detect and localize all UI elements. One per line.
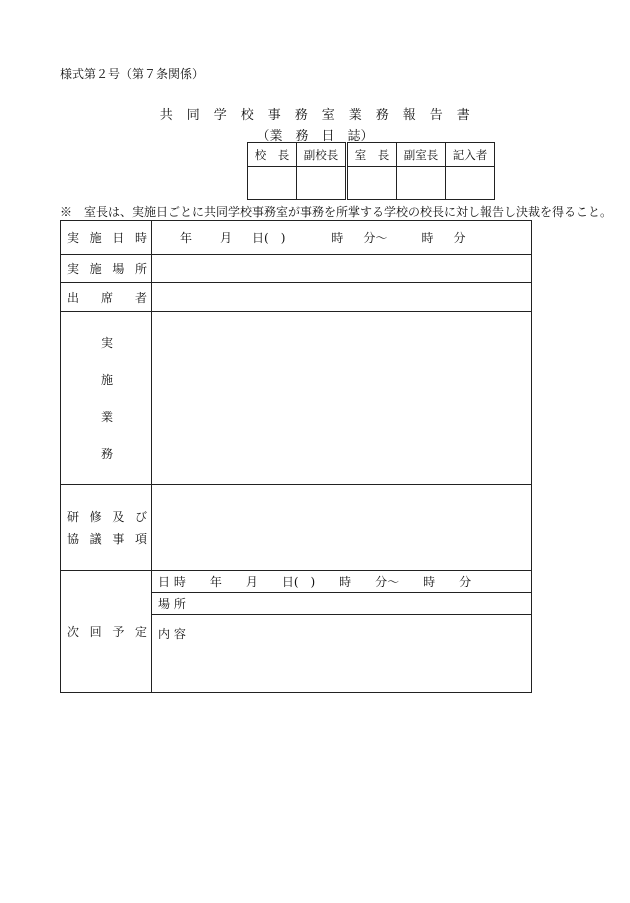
work-label-char: 施 bbox=[100, 373, 113, 387]
next-schedule-table bbox=[152, 571, 531, 692]
training-label-line2 bbox=[67, 528, 147, 550]
next-content-field[interactable]: 内 容 bbox=[158, 627, 186, 641]
next-schedule-label-char: 次 bbox=[67, 625, 80, 639]
work-label-char: 業 bbox=[100, 410, 113, 424]
approval-stamp-deputy-chief[interactable] bbox=[397, 167, 446, 200]
place-row bbox=[61, 255, 532, 283]
training-label-line1-char: 研 bbox=[67, 509, 80, 524]
form-number: 様式第２号（第７条関係） bbox=[60, 67, 205, 81]
training-label-line1 bbox=[67, 506, 147, 528]
approval-header-deputy-chief: 副室長 bbox=[397, 143, 446, 167]
approval-stamp-table bbox=[247, 142, 495, 200]
datetime-hour-start: 時 bbox=[331, 231, 344, 245]
next-schedule-label-char: 回 bbox=[89, 625, 102, 639]
approval-stamp-vice-principal[interactable] bbox=[297, 167, 347, 200]
attendees-label-char: 出 bbox=[67, 290, 80, 305]
training-row bbox=[61, 485, 532, 571]
approval-stamp-principal[interactable] bbox=[248, 167, 297, 200]
datetime-label-char: 施 bbox=[89, 231, 102, 245]
datetime-row bbox=[61, 221, 532, 255]
attendees-row bbox=[61, 283, 532, 312]
approval-header-vice-principal: 副校長 bbox=[297, 143, 347, 167]
training-label-line2-char: 協 bbox=[67, 531, 80, 546]
attendees-field[interactable] bbox=[152, 283, 532, 312]
document-subtitle: （業 務 日 誌） bbox=[256, 129, 374, 144]
training-label-line1-char: び bbox=[134, 509, 147, 524]
next-place-field[interactable]: 場 所 bbox=[152, 593, 531, 615]
place-label-text bbox=[67, 260, 147, 277]
datetime-minute-start: 分〜 bbox=[363, 231, 388, 245]
approval-stamp-recorder[interactable] bbox=[446, 167, 495, 200]
work-field[interactable] bbox=[152, 312, 532, 485]
report-table bbox=[60, 220, 532, 693]
datetime-label bbox=[61, 221, 152, 255]
approval-header-recorder: 記入者 bbox=[446, 143, 495, 167]
place-label-char: 施 bbox=[89, 262, 102, 276]
attendees-label-char: 者 bbox=[134, 290, 147, 305]
next-schedule-label-char: 定 bbox=[134, 625, 147, 639]
datetime-label-char: 時 bbox=[134, 231, 147, 245]
approval-stamp-office-chief[interactable] bbox=[347, 167, 397, 200]
instruction-note: ※ 室長は、実施日ごとに共同学校事務室が事務を所掌する学校の校長に対し報告し決裁を得ること。 bbox=[60, 205, 613, 219]
place-label-char: 場 bbox=[112, 262, 125, 276]
training-label-line1-char: 修 bbox=[89, 509, 102, 524]
work-label-char: 実 bbox=[100, 336, 113, 350]
training-field[interactable] bbox=[152, 485, 532, 571]
next-datetime-field[interactable]: 日 時 年 月 日( ) 時 分〜 時 分 bbox=[152, 571, 531, 593]
datetime-label-char: 日 bbox=[112, 231, 125, 245]
datetime-day: 日( ) bbox=[252, 231, 286, 245]
work-row bbox=[61, 312, 532, 485]
attendees-label bbox=[61, 283, 152, 312]
work-label-text bbox=[67, 334, 147, 462]
training-label-line2-char: 項 bbox=[134, 531, 147, 546]
attendees-label-text bbox=[67, 289, 147, 306]
datetime-label-char: 実 bbox=[67, 231, 80, 245]
next-schedule-row bbox=[61, 571, 532, 693]
next-schedule-label-char: 予 bbox=[112, 625, 125, 639]
datetime-field[interactable] bbox=[152, 221, 532, 255]
training-label bbox=[61, 485, 152, 571]
training-label-line2-char: 事 bbox=[112, 531, 125, 546]
datetime-label-text bbox=[67, 229, 147, 246]
next-schedule-label bbox=[61, 571, 152, 693]
training-label-line2-char: 議 bbox=[89, 531, 102, 546]
datetime-year: 年 bbox=[180, 231, 193, 245]
approval-header-office-chief: 室 長 bbox=[347, 143, 397, 167]
approval-header-principal: 校 長 bbox=[248, 143, 297, 167]
next-schedule-cell bbox=[152, 571, 532, 693]
place-label-char: 所 bbox=[134, 262, 147, 276]
place-field[interactable] bbox=[152, 255, 532, 283]
attendees-label-char: 席 bbox=[100, 290, 113, 305]
datetime-month: 月 bbox=[220, 231, 233, 245]
place-label-char: 実 bbox=[67, 262, 80, 276]
work-label-char: 務 bbox=[100, 447, 113, 461]
place-label bbox=[61, 255, 152, 283]
next-schedule-label-text bbox=[67, 623, 147, 640]
datetime-minute-end: 分 bbox=[453, 231, 466, 245]
document-title: 共 同 学 校 事 務 室 業 務 報 告 書 bbox=[159, 108, 471, 123]
work-label bbox=[61, 312, 152, 485]
datetime-hour-end: 時 bbox=[421, 231, 434, 245]
training-label-line1-char: 及 bbox=[112, 509, 125, 524]
